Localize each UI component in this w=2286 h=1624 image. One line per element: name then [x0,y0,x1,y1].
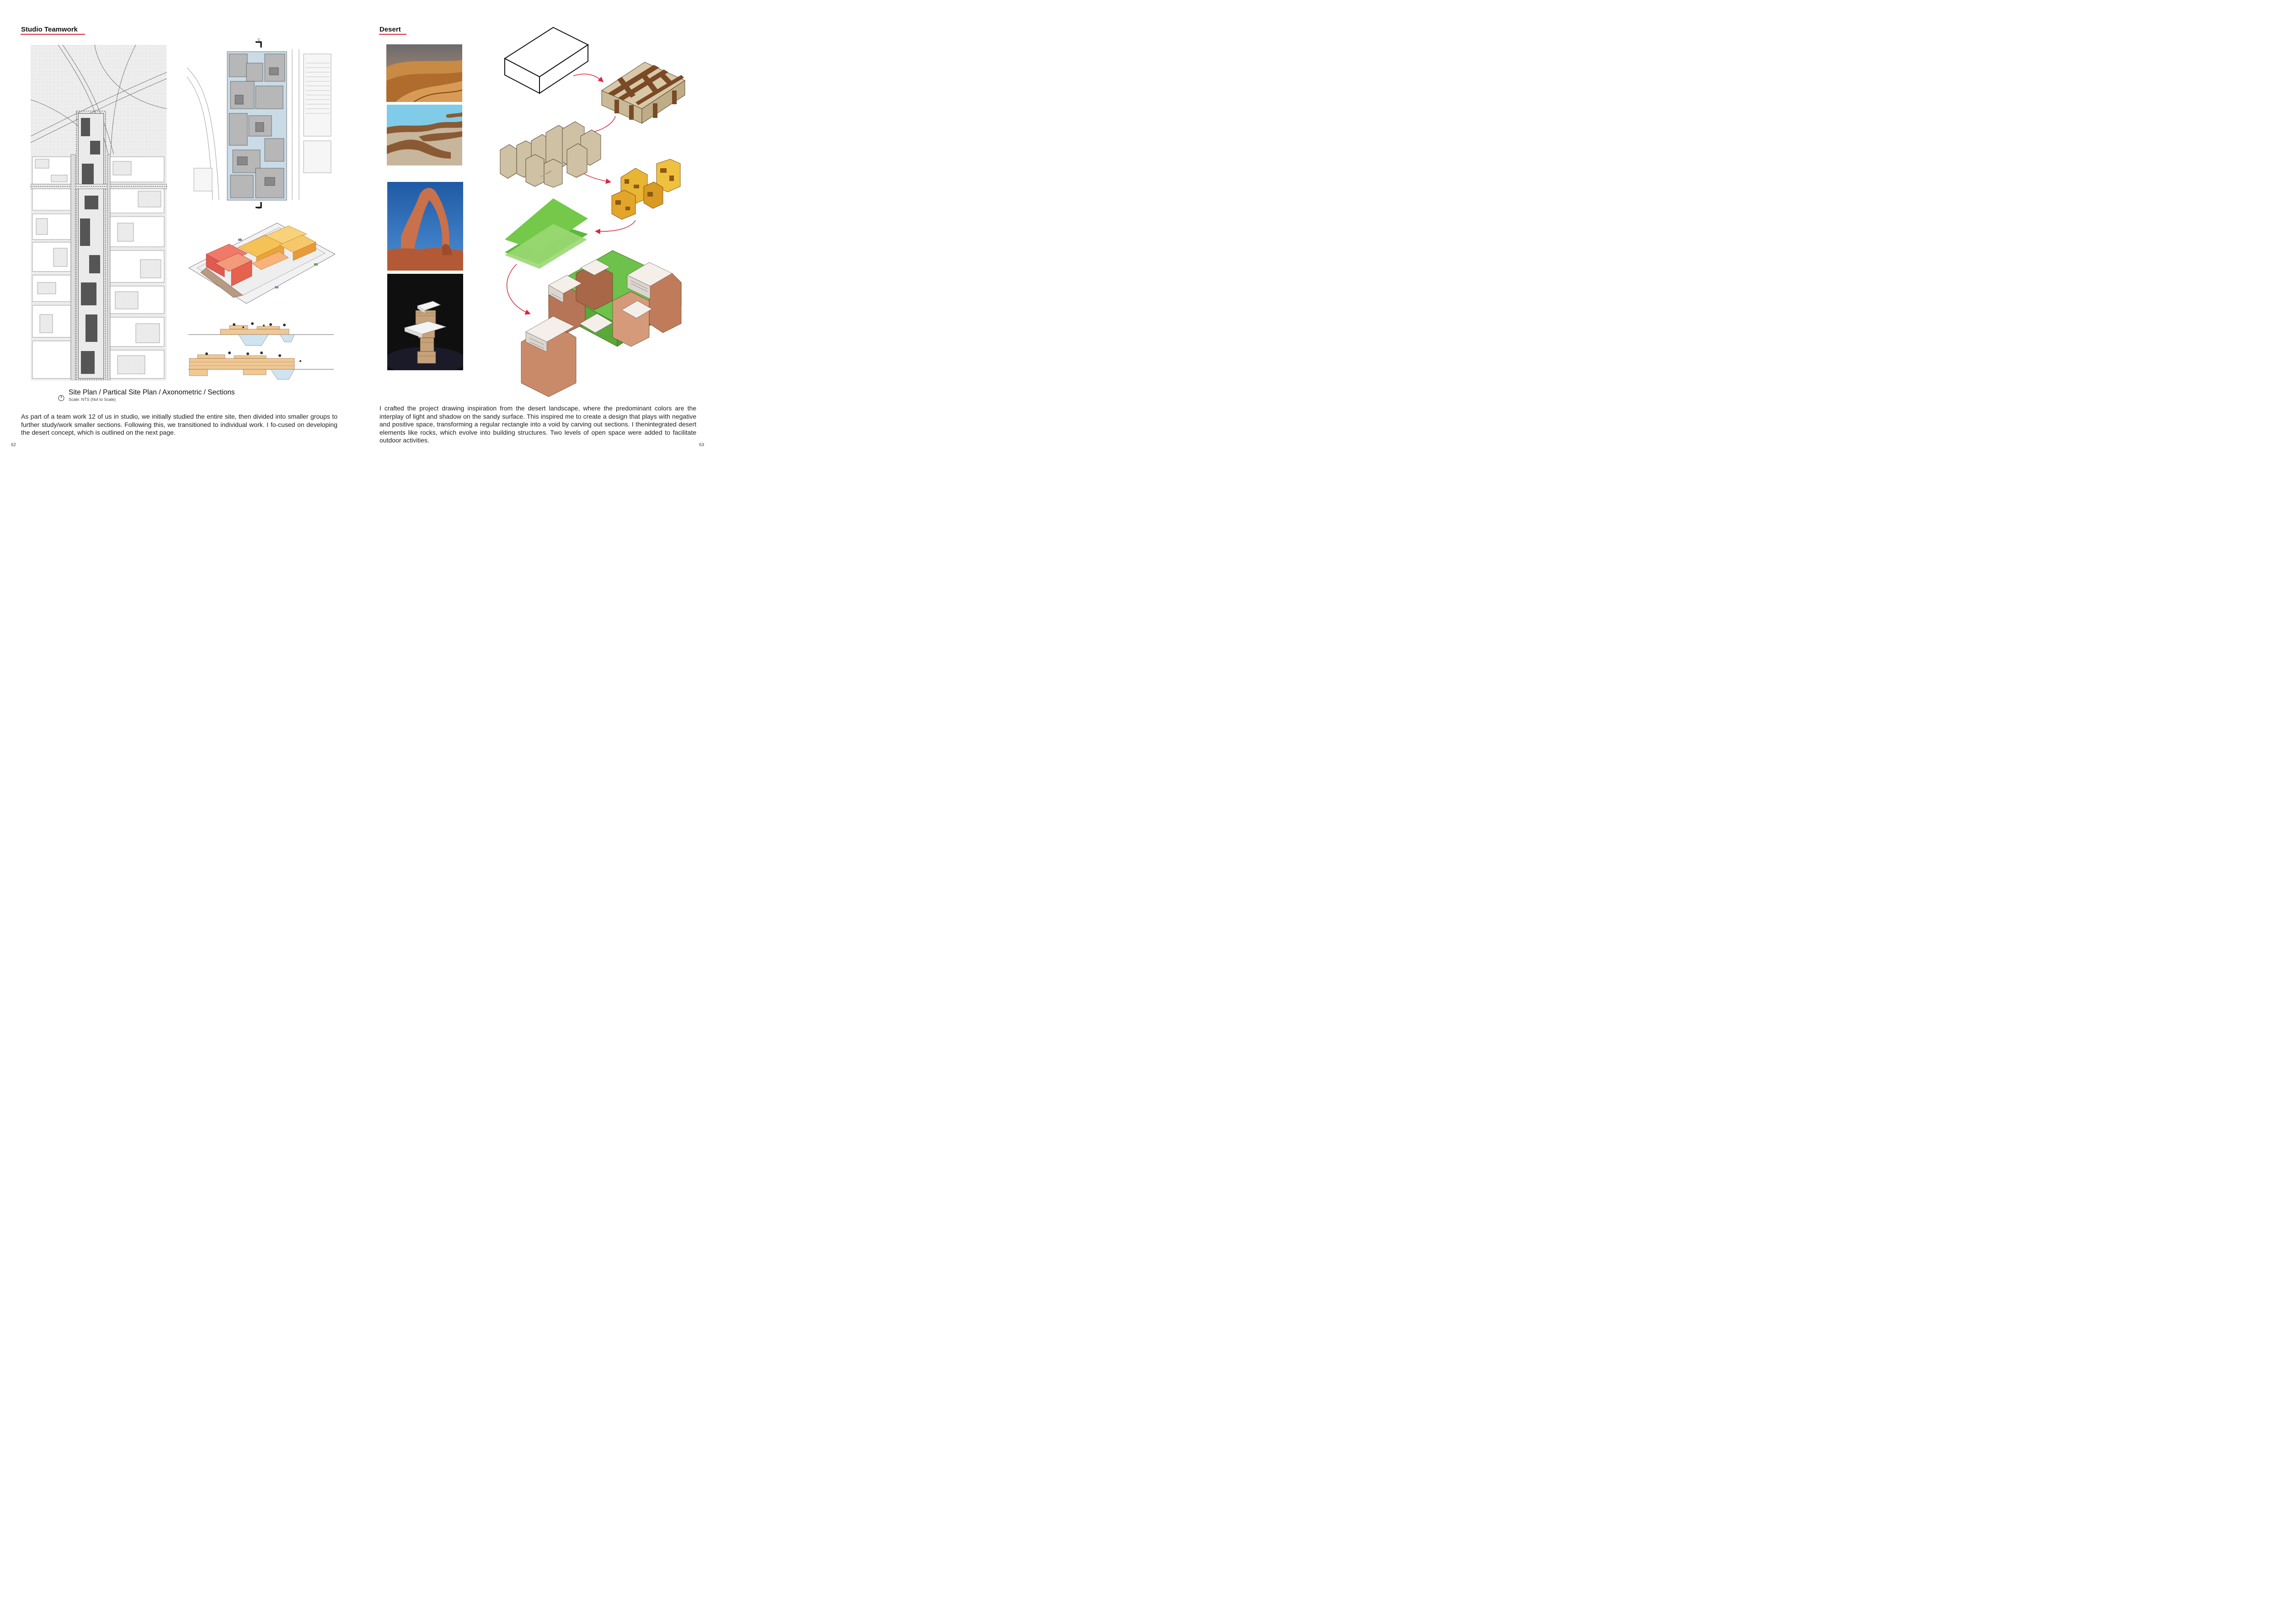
rock-arch-photo [387,182,463,271]
section-marker-bottom: C [258,207,261,210]
left-body-text: As part of a team work 12 of us in studio, we initially studied the entire site, then divided into smaller groups to further study/work smaller sections. Following this, we transitioned to individual work. I fo-cused on developing the desert concept, which is outlined on the next page. [21,413,337,436]
page-number-left: 62 [11,442,16,447]
scale-icon [58,395,64,401]
page-number-right: 63 [699,442,705,447]
model-photo [387,274,463,370]
drawing-caption: Site Plan / Partical Site Plan / Axonometric / Sections [69,389,235,396]
left-section-title: Studio Teamwork [21,26,78,33]
scale-note: Scale: NTS (Not to Scale) [69,397,116,402]
desert-dunes-photo [386,44,462,102]
section-drawing-1 [188,314,334,351]
section-marker-top: C [258,38,261,42]
section-drawing-2 [188,349,334,387]
right-section-title: Desert [379,26,401,33]
axonometric-drawing [188,222,335,305]
partial-site-plan-drawing [187,40,332,210]
abstract-desert-graphic [387,105,462,165]
right-body-text: I crafted the project drawing inspiration from the desert landscape, where the predominant colors are the interplay of light and shadow on the sandy surface. This inspired me to create a design that plays with negative and positive space, transforming a regular rectangle into a void by carving out sections. I thenintegrated desert elements like rocks, which evolve into building structures. Two levels of open space were added to facilitate outdoor activities. [379,405,696,444]
right-title-underline [379,34,406,35]
site-plan-drawing [31,45,167,380]
left-title-underline [21,34,85,35]
concept-diagram [498,27,686,401]
